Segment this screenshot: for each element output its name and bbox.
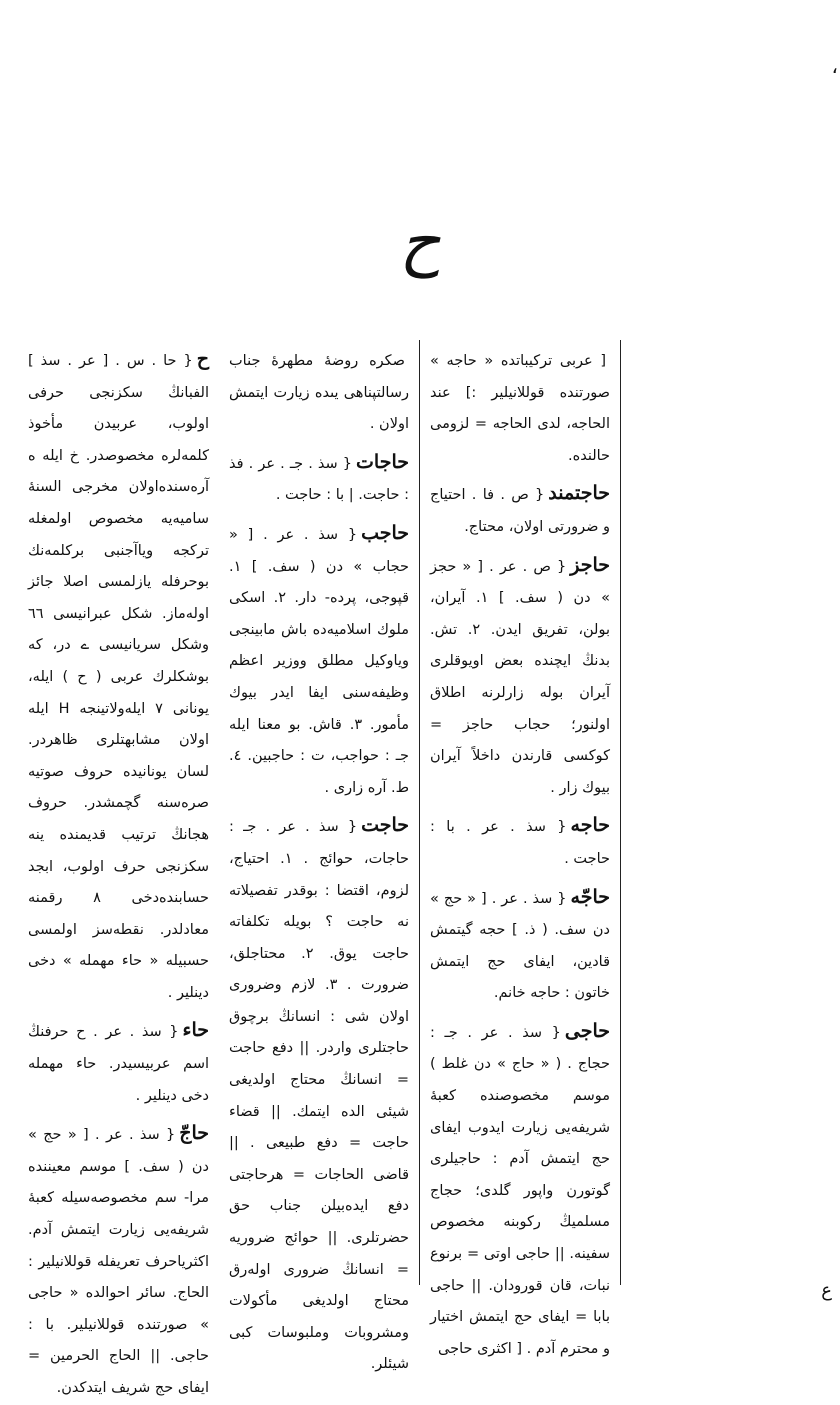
- column-3: [420, 340, 621, 1357]
- entry-headword: حاجات: [356, 450, 409, 473]
- entry-headword: حاء: [182, 1019, 209, 1042]
- entry-definition: { سذ . عر . جـ : حاجات، حوائج . ١. احتياج، لزوم، اقتضا : بوقدر تفصيلاته نه حاجت ؟ بويلە تكلفاته حاجت يوق. ٢. محتاجلق، ضرورت . ٣. لازم وضرورى اولان شى : انسانڭ برچوق حاجتلرى واردر. || دفع حاجت = انسانڭ محتاج اولديغى شيئى الدە ايتمك. || قضاء حاجت = دفع طبيعى . || قاضى الحاجات = هرحاجتى دفع ايدەبيلن جناب حق حضرتلرى. || حوائج ضروريە = انسانڭ ضرورى اولەرق محتاج اولديغى مأكولات ومشروبات وملبوسات كبى شيئلر.: [229, 819, 409, 1373]
- entry-headword: حاجت: [361, 814, 409, 837]
- dictionary-entry: [28, 1118, 209, 1404]
- entry-definition: { سذ . عر . [ « حج » دن سف. ( ذ. ] حجه گيتمش قادين، ايفاى حج ايتمش خاتون : حاجه خانم.: [430, 890, 610, 1002]
- entry-definition: { ص . فا . احتياج و ضرورتى اولان، محتاج.: [430, 487, 610, 535]
- entry-definition: { سذ . عر . با : حاجت .: [430, 819, 610, 867]
- dictionary-entry: [229, 810, 409, 1381]
- entry-definition: { سذ . عر . [ « حجاب » دن ( سف. ] ١. قپوجى، پردە- دار. ٢. اسكى ملوك اسلاميەدە باش مابينجى وياوكيل مطلق ووزير اعظم وظيفەسنى ايفا ايدر بيوك مأمور. ٣. قاش. بو معنا ايلە جـ : حواجب، ت : حاجبين. ٤. ط. آرە زارى .: [229, 526, 409, 796]
- entry-headword: حاجب: [361, 521, 409, 544]
- dictionary-entry: [430, 1016, 610, 1366]
- entry-definition: { سذ . عر . ح حرفنڭ اسم عربيسيدر. حاء مهملە دخى دينلير .: [28, 1024, 209, 1104]
- entry-headword: حاجّه: [570, 885, 610, 908]
- entry-definition: { سذ . عر . جـ : حجاج . ( « حاج » دن غلط ) موسم مخصوصندە كعبۀ شريفەيى زيارت ايدوب ايفاى حج ايتمش آدم : حاجيلرى گوتورن واپور گلدى؛ حجاج مسلميڭ ركوبنە مخصوص سفينە. || حاجى اوتى = برنوع نبات، قان قورودان. || حاجى بابا = ايفاى حج ايتمش اختيار و محترم آدم . [ اكثرى حاجى: [430, 1024, 610, 1357]
- dictionary-entry: [430, 810, 610, 875]
- dictionary-entry: [229, 344, 409, 441]
- dictionary-entry: [28, 1015, 209, 1112]
- dictionary-entry: [28, 344, 209, 1009]
- dictionary-entry: [430, 550, 610, 805]
- entry-headword: حاجتمند: [548, 482, 610, 505]
- dictionary-entry: [430, 882, 610, 1010]
- dictionary-entry: [430, 478, 610, 543]
- entry-headword: حاجز: [570, 553, 610, 576]
- entry-definition: [ عربى تركيباتدە « حاجه » صورتندە قوللانيلير :] عند الحاجه، لدى الحاجه = لزومى حالندە.: [430, 353, 610, 464]
- column-2: [219, 340, 420, 1373]
- entry-definition: { حا . س . [ عر . سذ ] الفبانڭ سكزنجى حرفى اولوب، عربيدن مأخوذ كلمەلره مخصوصدر. خ ايلە ه آرەسندەاولان مخرجى السنۀ ساميەيە مخصوص اولمغلە تركجه وياآجنبى بركلمەنك بوحرفلە يازلمسى اصلا جائز اولەماز. شكل عبرانيسى ٦٦ وشكل سريانيسى ے در، كه بوشكلرك عربى ( ح ) ايلە، يونانى ٧ ايلەولاتينجه H ايلە اولان مشابهتلرى ظاهردر. لسان يونانيدە حروف صوتيه صرەسنه گچمشدر. حروف هجانڭ ترتيب قديمندە ينه سكزنجى حرف اولوب، ابجد حسابندەدخى ٨ رقمنه معادلدر. نقطەسز اولمسى حسبيلە « حاء مهملە » دخى دينلير .: [28, 353, 209, 1001]
- entry-headword: حاجى: [564, 1019, 610, 1042]
- dictionary-entry: [430, 344, 610, 472]
- entry-definition: صكرە روضۀ مطهرۀ جناب رسالتپناهى يىدە زيارت ايتمش اولان .: [229, 353, 409, 433]
- entry-headword: ح: [196, 348, 209, 370]
- entry-headword: حاجّ: [179, 1122, 209, 1145]
- dictionary-entry: [229, 518, 409, 804]
- corner-mark-bottom: ع: [821, 1280, 832, 1301]
- entry-definition: { سذ . جـ . عر . فذ : حاجت. | با : حاجت .: [229, 455, 409, 504]
- section-letter-heading: ح: [399, 205, 441, 279]
- entry-definition: { ص . عر . [ « حجز » دن ( سف. ] ١. آيران، بولن، تفريق ايدن. ٢. تش. بدنڭ ايچندە بعض اويوقلرى آيران بولە زارلرنە اطلاق اولنور؛ حجاب حاجز = كوكسى قارندن داخلاً آيران بيوك زار .: [430, 558, 611, 796]
- dictionary-entry: [229, 447, 409, 512]
- dictionary-columns: [18, 340, 822, 1396]
- corner-mark-top: ،: [831, 54, 838, 78]
- entry-definition: { سذ . عر . [ « حج » دن ( سف. ] موسم معيننده مرا- سم مخصوصەسيلە كعبۀ شريفەيى زيارت ايتمش آدم. اكثرياحرف تعريفلە قوللانيلير : الحاج. سائر احوالدە « حاجى » صورتندە قوللانيلير. با : حاجى. || الحاج الحرمين = ايفاى حج شريف ايتدكدن.: [28, 1127, 209, 1396]
- entry-headword: حاجه: [570, 814, 610, 837]
- column-1: [18, 340, 219, 1396]
